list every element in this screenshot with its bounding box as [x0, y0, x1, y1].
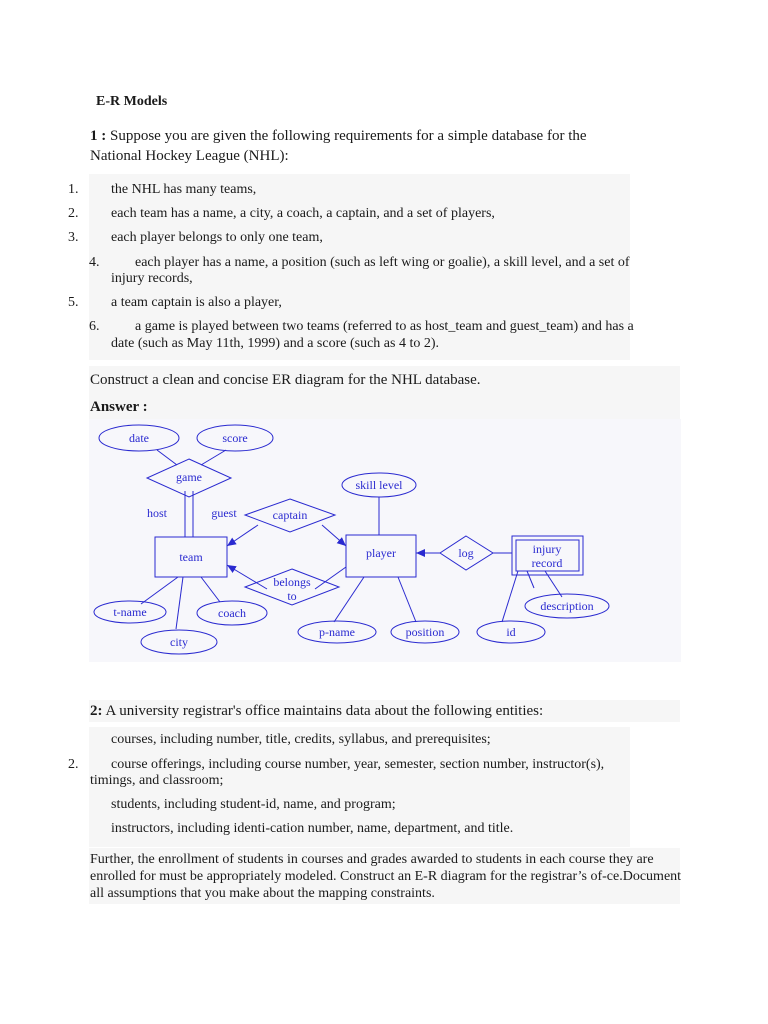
rel-belongs-to-line1: belongs: [273, 575, 311, 589]
attr-position: position: [405, 625, 445, 639]
list-item-text: a game is played between two teams (referred to as host_team and guest_team) and has a: [135, 319, 634, 334]
list-item-text: each player belongs to only one team,: [111, 230, 323, 245]
question-2-number: 2:: [90, 703, 103, 719]
attr-city: city: [170, 635, 188, 649]
paragraph-line: enrolled for must be appropriately modeled. Construct an E-R diagram for the registrar’s of-ce.Document: [90, 869, 682, 884]
question-1-intro-line1: Suppose you are given the following requirements for a simple database for the: [110, 128, 587, 144]
attr-id: id: [506, 625, 516, 639]
attr-date: date: [129, 431, 149, 445]
list-item-number: 6.: [89, 319, 100, 334]
question-1-intro: [90, 128, 587, 144]
question-1-intro-line2: National Hockey League (NHL):: [90, 148, 289, 164]
attr-skill-level: skill level: [355, 478, 403, 492]
entity-player: player: [366, 546, 396, 560]
role-guest: guest: [211, 506, 237, 520]
list-item-text-continued: date (such as May 11th, 1999) and a score (such as 4 to 2).: [111, 336, 440, 351]
list-item-number: 4.: [89, 255, 100, 270]
list-item-text-continued: injury records,: [111, 271, 193, 286]
attr-description: description: [540, 599, 594, 613]
entity-injury-record-line1: injury: [532, 542, 562, 556]
list-item-text: each player has a name, a position (such as left wing or goalie), a skill level, and a set of: [135, 255, 630, 270]
rel-captain: captain: [272, 508, 308, 522]
rel-log: log: [458, 546, 474, 560]
list-item-number: 1.: [68, 182, 79, 197]
paragraph-line: all assumptions that you make about the mapping constraints.: [90, 886, 435, 901]
list-item-text: the NHL has many teams,: [111, 182, 257, 197]
paragraph-line: Further, the enrollment of students in courses and grades awarded to students in each course they are: [90, 852, 654, 867]
attr-p-name: p-name: [319, 625, 355, 639]
attr-score: score: [222, 431, 248, 445]
list-item-number: 5.: [68, 295, 79, 310]
rel-game: game: [176, 470, 202, 484]
entity-team: team: [179, 550, 203, 564]
list-item-text: each team has a name, a city, a coach, a captain, and a set of players,: [111, 206, 495, 221]
list-item-number: 3.: [68, 230, 79, 245]
role-host: host: [146, 506, 168, 520]
list-item-text: courses, including number, title, credits, syllabus, and prerequisites;: [111, 732, 491, 747]
list-item-text-continued: timings, and classroom;: [90, 773, 224, 788]
question-1-number: 1 :: [90, 128, 107, 144]
attr-t-name: t-name: [113, 605, 147, 619]
question-2-intro-text: A university registrar's office maintains data about the following entities:: [105, 703, 544, 719]
list-item-number: 2.: [68, 206, 79, 221]
er-diagram: [89, 419, 681, 662]
rel-belongs-to-line2: to: [287, 589, 297, 603]
entity-injury-record-line2: record: [531, 556, 563, 570]
list-item-text: instructors, including identi-cation number, name, department, and title.: [111, 821, 514, 836]
page-title: E-R Models: [96, 94, 168, 109]
list-item-text: a team captain is also a player,: [111, 295, 282, 310]
list-item-text: course offerings, including course number, year, semester, section number, instructor(s),: [111, 757, 605, 772]
attr-coach: coach: [218, 606, 246, 620]
list-item-number: 2.: [68, 757, 79, 772]
question-2-intro: [90, 703, 543, 719]
list-item-text: students, including student-id, name, and program;: [111, 797, 396, 812]
answer-label: Answer :: [90, 399, 148, 415]
task-text: Construct a clean and concise ER diagram for the NHL database.: [90, 372, 481, 388]
